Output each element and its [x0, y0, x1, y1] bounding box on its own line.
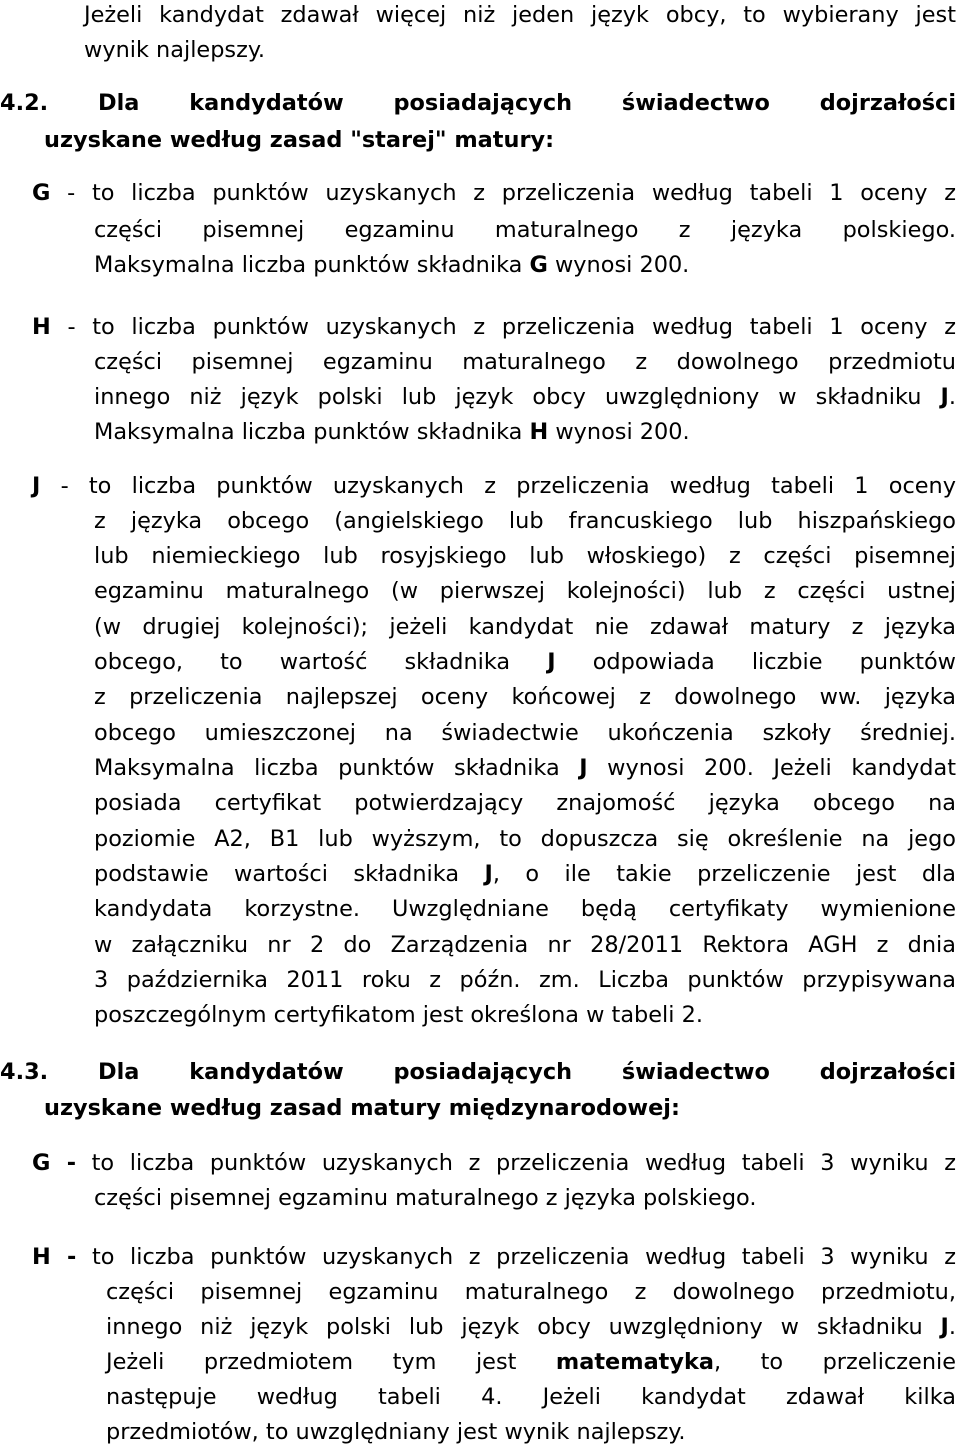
- definition-j-line: w załączniku nr 2 do Zarządzenia nr 28/2011 Rektora AGH z dnia: [94, 932, 956, 958]
- term-j: J: [579, 755, 588, 781]
- definition-j-line: obcego umieszczonej na świadectwie ukończenia szkoły średniej.: [94, 720, 956, 746]
- term-j: J: [940, 1314, 949, 1340]
- text: Jeżeli przedmiotem tym jest: [106, 1349, 556, 1375]
- text: - to liczba punktów uzyskanych z przeliczenia według tabeli 1 oceny: [40, 473, 956, 499]
- text: Maksymalna liczba punktów składnika: [94, 419, 530, 445]
- definition-j-line: egzaminu maturalnego (w pierwszej kolejności) lub z części ustnej: [94, 578, 956, 604]
- text: wynosi 200.: [548, 419, 690, 445]
- definition-g-line: części pisemnej egzaminu maturalnego z języka polskiego.: [94, 217, 956, 243]
- definition-h-line: [94, 415, 690, 450]
- definition-j-line: poszczególnym certyfikatom jest określona w tabeli 2.: [94, 1002, 703, 1028]
- text: , to przeliczenie: [713, 1349, 956, 1375]
- section-heading-4-2-cont: uzyskane według zasad "starej" matury:: [44, 127, 555, 153]
- definition-g-line: [32, 1146, 956, 1181]
- definition-j-line: lub niemieckiego lub rosyjskiego lub włoskiego) z części pisemnej: [94, 543, 956, 569]
- definition-g-line: części pisemnej egzaminu maturalnego z języka polskiego.: [94, 1185, 757, 1211]
- text: Maksymalna liczba punktów składnika: [94, 252, 530, 278]
- definition-h-line: [106, 1310, 956, 1345]
- text: .: [948, 1314, 956, 1340]
- text: podstawie wartości składnika: [94, 861, 485, 887]
- term-g: G -: [32, 1150, 76, 1176]
- definition-j-line: [94, 857, 956, 892]
- text: , o ile takie przeliczenie jest dla: [492, 861, 956, 887]
- definition-h-line: [106, 1345, 956, 1380]
- definition-j-line: z języka obcego (angielskiego lub francuskiego lub hiszpańskiego: [94, 508, 956, 534]
- intro-line: Jeżeli kandydat zdawał więcej niż jeden język obcy, to wybierany jest: [84, 2, 956, 28]
- text: Maksymalna liczba punktów składnika: [94, 755, 580, 781]
- term-g: G: [529, 252, 548, 278]
- definition-g-line: [32, 176, 956, 211]
- term-j: J: [940, 384, 949, 410]
- text: innego niż język polski lub język obcy uwzględniony w składniku: [106, 1314, 941, 1340]
- term-j: J: [547, 649, 556, 675]
- definition-h-line: przedmiotów, to uwzględniany jest wynik najlepszy.: [106, 1419, 686, 1445]
- definition-j-line: poziomie A2, B1 lub wyższym, to dopuszcza się określenie na jego: [94, 826, 956, 852]
- definition-h-line: [94, 380, 956, 415]
- definition-h-line: [32, 310, 956, 345]
- definition-j-line: [32, 469, 956, 504]
- term-h: H: [529, 419, 549, 445]
- text: innego niż język polski lub język obcy uwzględniony w składniku: [94, 384, 941, 410]
- text: to liczba punktów uzyskanych z przeliczenia według tabeli 3 wyniku z: [76, 1244, 956, 1270]
- definition-j-line: [94, 645, 956, 680]
- text: wynosi 200.: [547, 252, 690, 278]
- text: - to liczba punktów uzyskanych z przeliczenia według tabeli 1 oceny z: [50, 314, 956, 340]
- text: .: [948, 384, 956, 410]
- text: - to liczba punktów uzyskanych z przeliczenia według tabeli 1 oceny z: [50, 180, 956, 206]
- definition-j-line: kandydata korzystne. Uwzględniane będą certyfikaty wymienione: [94, 896, 956, 922]
- term-h: H: [32, 314, 51, 340]
- definition-h-line: [32, 1240, 956, 1275]
- section-heading-4-3-cont: uzyskane według zasad matury międzynarodowej:: [44, 1095, 680, 1121]
- section-heading-4-3: 4.3. Dla kandydatów posiadających świadectwo dojrzałości: [0, 1059, 956, 1085]
- emphasis-matematyka: matematyka: [555, 1349, 714, 1375]
- section-heading-4-2: 4.2. Dla kandydatów posiadających świadectwo dojrzałości: [0, 90, 956, 116]
- text: obcego, to wartość składnika: [94, 649, 548, 675]
- definition-h-line: części pisemnej egzaminu maturalnego z dowolnego przedmiotu: [94, 349, 956, 375]
- term-h: H -: [32, 1244, 77, 1270]
- definition-h-line: następuje według tabeli 4. Jeżeli kandydat zdawał kilka: [106, 1384, 956, 1410]
- term-j: J: [484, 861, 493, 887]
- text: wynosi 200. Jeżeli kandydat: [587, 755, 956, 781]
- definition-j-line: (w drugiej kolejności); jeżeli kandydat nie zdawał matury z języka: [94, 614, 956, 640]
- definition-j-line: [94, 751, 956, 786]
- intro-line: wynik najlepszy.: [84, 37, 265, 63]
- text: odpowiada liczbie punktów: [555, 649, 956, 675]
- definition-j-line: z przeliczenia najlepszej oceny końcowej z dowolnego ww. języka: [94, 684, 956, 710]
- definition-g-line: [94, 248, 689, 283]
- definition-h-line: części pisemnej egzaminu maturalnego z dowolnego przedmiotu,: [106, 1279, 956, 1305]
- definition-j-line: posiada certyfikat potwierdzający znajomość języka obcego na: [94, 790, 956, 816]
- term-g: G: [32, 180, 51, 206]
- term-j: J: [32, 473, 41, 499]
- text: to liczba punktów uzyskanych z przeliczenia według tabeli 3 wyniku z: [76, 1150, 956, 1176]
- definition-j-line: 3 października 2011 roku z późn. zm. Liczba punktów przypisywana: [94, 967, 956, 993]
